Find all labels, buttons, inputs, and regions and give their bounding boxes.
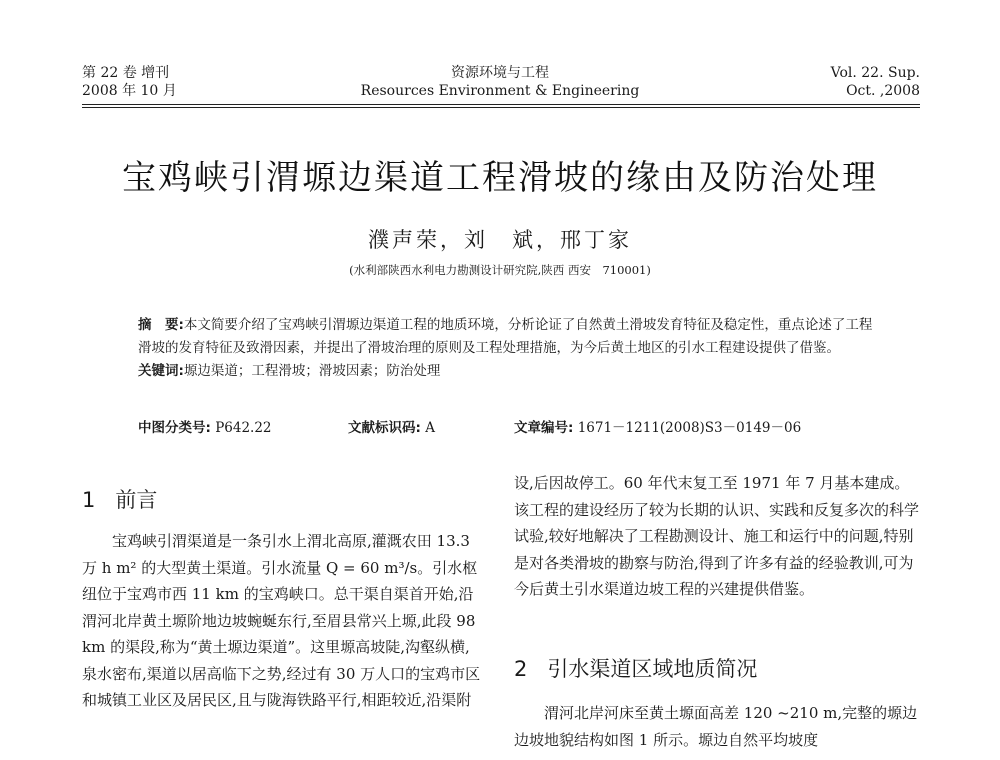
journal-volume-en xyxy=(831,64,920,100)
section-1-body xyxy=(82,528,482,714)
section-2-number: 2 xyxy=(514,657,528,681)
classification-value: P642.22 xyxy=(215,420,272,436)
section-2-heading xyxy=(514,653,924,683)
article-number xyxy=(514,416,801,436)
header-rule-thin xyxy=(82,107,920,108)
article-number-label: 文章编号: xyxy=(514,420,574,436)
header-rule xyxy=(82,104,920,105)
keywords-line xyxy=(138,360,878,383)
keywords-text: 塬边渠道；工程滑坡；滑坡因素；防治处理 xyxy=(183,363,441,379)
doc-code xyxy=(348,416,435,436)
section-2-paragraph: 渭河北岸河床至黄土塬面高差 120 ~210 m,完整的塬边边坡地貌结构如图 1 所示。塬边自然平均坡度 xyxy=(514,704,918,749)
right-column-continuation xyxy=(514,470,924,603)
section-2-body xyxy=(514,700,924,753)
journal-name-en: Resources Environment & Engineering xyxy=(360,83,640,99)
classification-label: 中图分类号: xyxy=(138,420,211,436)
section-1-number: 1 xyxy=(82,488,96,512)
keywords-label: 关键词: xyxy=(138,363,184,379)
volume-label: 第 22 卷 增刊 xyxy=(82,65,170,81)
date-en: Oct. ,2008 xyxy=(846,83,920,99)
continued-paragraph: 设,后因故停工。60 年代末复工至 1971 年 7 月基本建成。该工程的建设经历了较为长期的认识、实践和反复多次的科学试验,较好地解决了工程勘测设计、施工和运行中的问题,特别是对各类滑坡的勘察与防治,得到了许多有益的经验教训,可为今后黄土引水渠道边坡工程的兴建提供借鉴。 xyxy=(514,474,920,598)
authors: 濮声荣，刘 斌，邢丁家 xyxy=(368,228,632,252)
abstract-text: 本文简要介绍了宝鸡峡引渭塬边渠道工程的地质环境，分析论证了自然黄土滑坡发育特征及稳定性，重点论述了工程滑坡的发育特征及致滑因素，并提出了滑坡治理的原则及工程处理措施，为今后黄土地区的引水工程建设提供了借鉴。 xyxy=(138,317,873,356)
article-number-value: 1671－1211(2008)S3－0149－06 xyxy=(577,420,802,436)
classification xyxy=(138,416,272,436)
section-2-title: 引水渠道区域地质简况 xyxy=(547,657,758,681)
volume-en: Vol. 22. Sup. xyxy=(830,65,920,81)
abstract-label: 摘 要: xyxy=(138,317,184,333)
section-1-paragraph: 宝鸡峡引渭渠道是一条引水上渭北高原,灌溉农田 13.3 万 h m² 的大型黄土渠道。引水流量 Q = 60 m³/s。引水枢纽位于宝鸡市西 11 km 的宝鸡峡口。总干渠自渠首开始,沿渭河北岸黄土塬阶地边坡蜿蜒东行,至眉县常兴上塬,此段 98 km 的渠段,称为“黄土塬边渠道”。这里塬高坡陡,沟壑纵横,泉水密布,渠道以居高临下之势,经过有 30 万人口的宝鸡市区和城镇工业区及居民区,且与陇海铁路平行,相距较近,沿渠附 xyxy=(82,532,481,709)
doc-code-value: A xyxy=(425,420,435,436)
section-1-heading xyxy=(82,484,482,514)
journal-name-cn: 资源环境与工程 xyxy=(451,65,549,81)
doc-code-label: 文献标识码: xyxy=(348,420,421,436)
paper-title: 宝鸡峡引渭塬边渠道工程滑坡的缘由及防治处理 xyxy=(122,158,878,198)
section-1-title: 前言 xyxy=(115,488,158,512)
abstract xyxy=(138,314,878,383)
issue-date: 2008 年 10 月 xyxy=(82,83,177,99)
affiliation: (水利部陕西水利电力勘测设计研究院,陕西 西安 710001) xyxy=(349,263,651,277)
